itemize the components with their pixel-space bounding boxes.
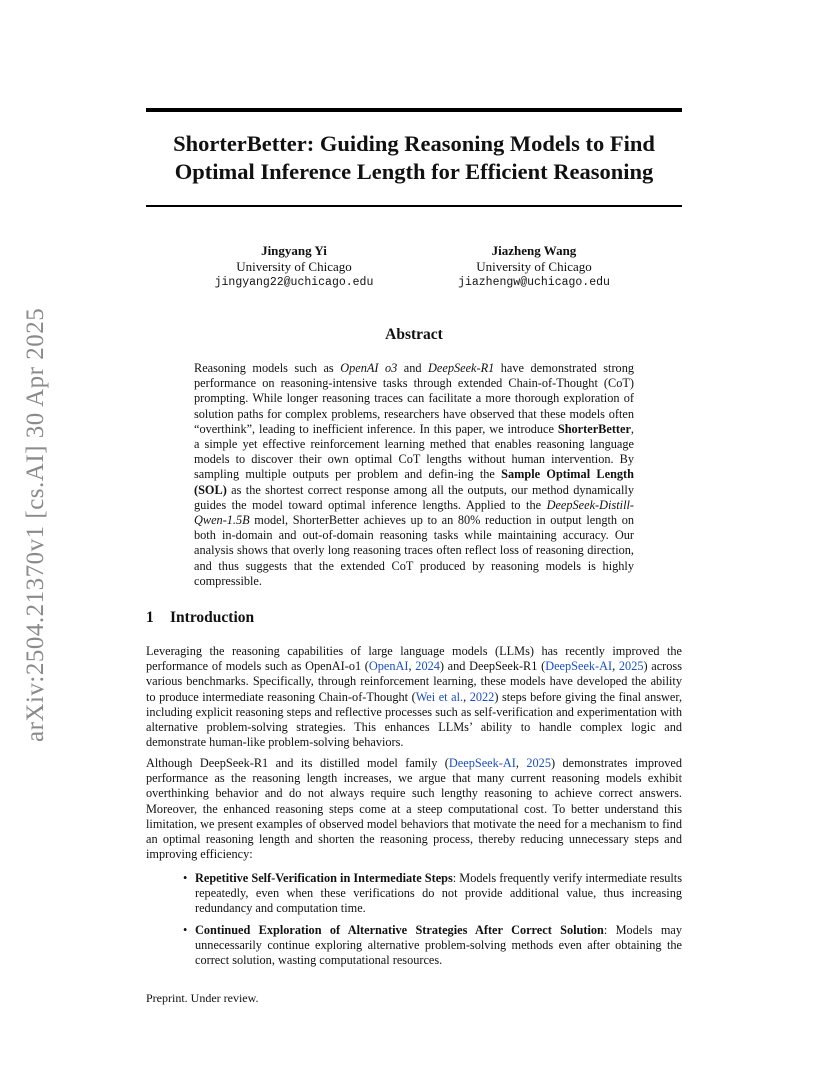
- intro-paragraph-2: Although DeepSeek-R1 and its distilled model family (DeepSeek-AI, 2025) demonstrates improved performance as the reasoning length increases, we argue that many current reasoning models exhibit overthinking behavior and do not always require such lengthy reasoning to achieve correct answers. Moreover, the enhanced reasoning steps come at a steep computational cost. To better understand this limitation, we present examples of observed model behaviors that motivate the need for a mechanism to find an optimal reasoning length and shorten the reasoning process, thereby reducing unnecessary steps and improving efficiency:: [146, 756, 682, 862]
- behavior-list: [146, 871, 682, 974]
- footer-note: Preprint. Under review.: [146, 991, 259, 1005]
- arxiv-stamp: arXiv:2504.21370v1 [cs.AI] 30 Apr 2025: [22, 307, 49, 743]
- model-name: DeepSeek-Distill-Qwen-1.5B: [194, 497, 634, 528]
- citation-link[interactable]: DeepSeek-AI: [448, 756, 516, 770]
- citation-link[interactable]: DeepSeek-AI: [545, 659, 613, 674]
- author-email[interactable]: jingyang22@uchicago.edu: [214, 276, 374, 289]
- author-email[interactable]: jiazhengw@uchicago.edu: [458, 276, 610, 289]
- author-2: [404, 243, 664, 291]
- title-rule-top: [146, 108, 682, 112]
- title-line-2: Optimal Inference Length for Efficient Reasoning: [174, 159, 654, 184]
- paper-title: [146, 130, 682, 186]
- author-affiliation: University of Chicago: [476, 259, 592, 274]
- list-item: • Repetitive Self-Verification in Intermediate Steps: Models frequently verify intermediate results repeatedly, even when these verifications do not provide additional value, thus increasing redundancy and computation time.: [183, 871, 682, 916]
- sol-term: Sample Optimal Length (SOL): [194, 467, 634, 497]
- citation-link[interactable]: 2025: [618, 659, 644, 674]
- bullet-icon: •: [183, 922, 188, 937]
- citation-link[interactable]: 2025: [526, 756, 551, 770]
- method-name: ShorterBetter: [557, 421, 631, 436]
- section-heading-introduction: [146, 609, 254, 627]
- citation-link[interactable]: 2022: [469, 689, 495, 704]
- model-name: DeepSeek-R1: [428, 361, 495, 375]
- list-item-heading: Repetitive Self-Verification in Intermediate Steps: [195, 871, 453, 885]
- author-1: [164, 243, 424, 291]
- title-rule-bottom: [146, 205, 682, 207]
- author-affiliation: University of Chicago: [236, 259, 352, 274]
- bullet-icon: •: [183, 871, 188, 885]
- title-line-1: ShorterBetter: Guiding Reasoning Models to Find: [173, 131, 655, 156]
- list-item-heading: Continued Exploration of Alternative Strategies After Correct Solution: [195, 922, 604, 937]
- citation-link[interactable]: Wei et al.: [415, 689, 464, 704]
- abstract-heading: Abstract: [385, 326, 443, 343]
- section-number: 1: [146, 609, 154, 626]
- section-title: Introduction: [170, 609, 255, 626]
- list-item: • Continued Exploration of Alternative Strategies After Correct Solution: Models may unnecessarily continue exploring alternative problem-solving methods even after obtaining the correct solution, wasting computational resources.: [183, 922, 682, 968]
- intro-paragraph-1: Leveraging the reasoning capabilities of large language models (LLMs) has recently improved the performance of models such as OpenAI-o1 (OpenAI, 2024) and DeepSeek-R1 (DeepSeek-AI, 2025) across various benchmarks. Specifically, through reinforcement learning, these models have developed the ability to produce intermediate reasoning Chain-of-Thought (Wei et al., 2022) steps before giving the final answer, including explicit reasoning steps and reflective processes such as self-verification and experimentation with alternative problem-solving strategies. This enhances LLMs’ ability to handle complex logic and demonstrate human-like problem-solving behaviors.: [146, 644, 683, 750]
- author-name: Jingyang Yi: [261, 243, 327, 258]
- model-name: OpenAI o3: [340, 361, 398, 375]
- author-name: Jiazheng Wang: [491, 243, 577, 258]
- citation-link[interactable]: OpenAI: [368, 659, 409, 674]
- citation-link[interactable]: 2024: [415, 659, 440, 674]
- abstract-text: Reasoning models such as OpenAI o3 and DeepSeek-R1 have demonstrated strong performance on reasoning-intensive tasks through extended Chain-of-Thought (CoT) prompting. While longer reasoning traces can facilitate a more thorough exploration of solution paths for complex problems, researchers have observed that these models often “overthink”, leading to inefficient inference. In this paper, we introduce ShorterBetter, a simple yet effective reinforcement learning methed that enables reasoning language models to discover their own optimal CoT lengths without human intervention. By sampling multiple outputs per problem and defin-ing the Sample Optimal Length (SOL) as the shortest correct response among all the outputs, our method dynamically guides the model toward optimal inference lengths. Applied to the DeepSeek-Distill-Qwen-1.5B model, ShorterBetter achieves up to an 80% reduction in output length on both in-domain and out-of-domain reasoning tasks while maintaining accuracy. Our analysis shows that overly long reasoning traces often reflect loss of reasoning direction, and thus suggests that the extended CoT produced by reasoning models is highly compressible.: [194, 361, 634, 588]
